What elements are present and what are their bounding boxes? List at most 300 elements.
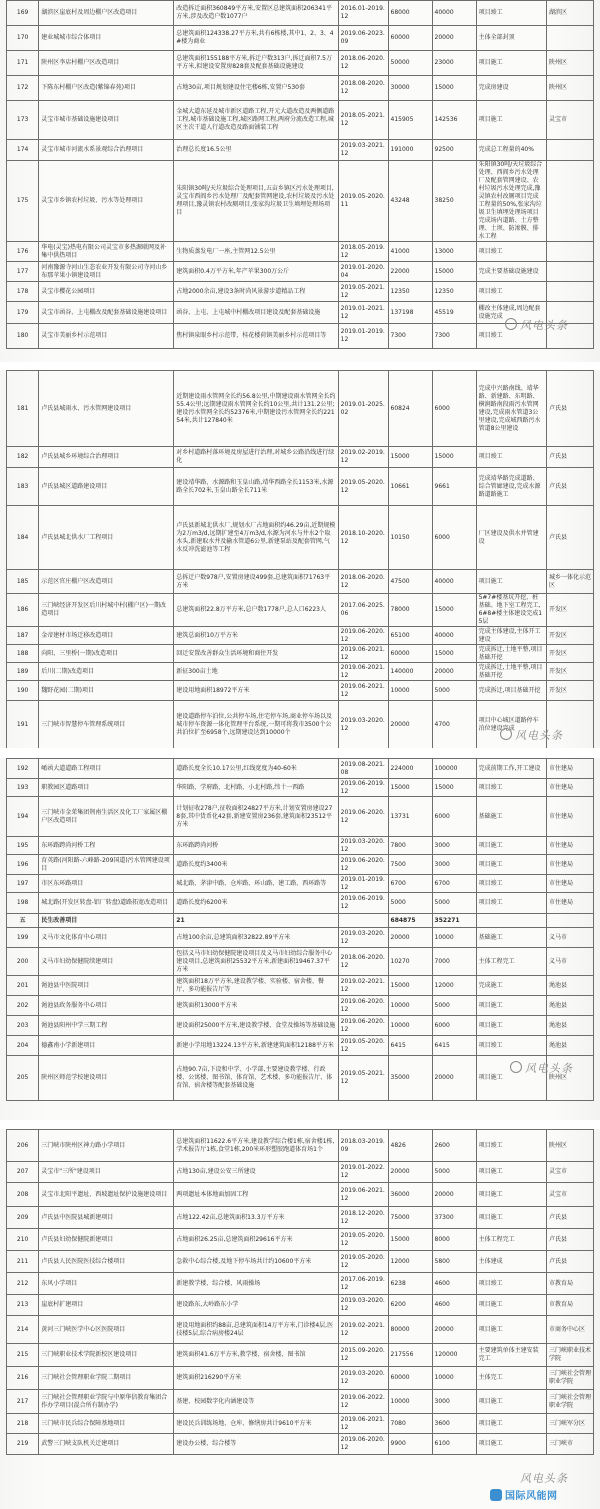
table-row [7,837,594,855]
table-row [7,1207,594,1229]
table-cell: 13731 [388,797,432,837]
table-cell: 卢氏县 [547,1251,594,1273]
table-cell: 684875 [388,914,432,928]
table-cell: 育英路(河阳路-六峰路-209国道)污水管网建设项目 [39,855,174,875]
table-cell: 河南豫源寺河山生态农业开发有限公司寺河山乡布那苹果小镇建设项目 [39,262,174,282]
table-cell: 10150 [388,506,432,570]
table-cell: 主体工程完工 [476,948,546,976]
table-cell: 173 [7,101,39,140]
table-cell: 10270 [388,948,432,976]
table-cell: 2019.05-2020.12 [338,1036,388,1056]
table-cell: 陕州区 [547,76,594,101]
table-cell: 2019.02-2019.12 [338,447,388,468]
table-cell: 60000 [388,645,432,663]
table-row [7,101,594,140]
table-row [7,855,594,875]
table-cell: 30000 [388,76,432,101]
table-cell: 2019.06-2019.12 [338,893,388,914]
table-cell: 渑池县政务服务中心项目 [39,996,174,1016]
table-cell: 完成拆迁,项目基础开挖 [476,681,546,701]
table-cell: 2019.06-2020.12 [338,855,388,875]
table-cell: 三门峡社会管理职业学院 [547,1367,594,1390]
table-cell: 186 [7,594,39,627]
watermark-text: 风电头条 [525,1062,573,1075]
table-cell: 2019.06-2020.12 [338,1016,388,1036]
table-cell: 2018.06-2020.12 [338,948,388,976]
table-cell: 2019.02-2021.12 [338,976,388,996]
table-cell: 6700 [388,875,432,893]
table-cell: 75000 [388,1207,432,1229]
watermark-icon [505,318,517,330]
table-cell [476,914,546,928]
table-cell: 项目施工 [476,1183,546,1207]
page-gap [0,362,600,370]
table-cell: 15000 [432,779,476,797]
table-cell: 190 [7,681,39,701]
table-cell: 基础施工 [476,928,546,948]
table-cell: 10000 [388,1016,432,1036]
table-cell: 三门峡市陕州区神力路小学项目 [39,1130,174,1162]
table-cell: 三门峡职业技术学院 [547,1344,594,1367]
table-cell: 6415 [388,1036,432,1056]
table-cell: 4600 [432,1273,476,1295]
table-cell: 198 [7,893,39,914]
table-cell: 灵宝市函谷、上屯棚改及配套基础设施建设项目 [39,302,174,324]
table-cell: 市住建局 [547,759,594,779]
table-cell: 项目竣工 [476,1036,546,1056]
table-cell: 项目竣工 [476,1130,546,1162]
table-cell: 10000 [388,1390,432,1414]
table-cell: 214 [7,1316,39,1344]
watermark [510,1060,573,1076]
table-cell: 215 [7,1344,39,1367]
watermark-text: 风电头条 [520,1472,568,1485]
table-row [7,759,594,779]
table-cell: 项目施工 [476,1390,546,1414]
table-cell: 2019.03-2021.12 [338,140,388,161]
table-cell: 占地2000余亩,建设3条时尚风景游步道精品工程 [174,282,338,302]
table-cell: 5#7#楼基坑开挖、桩基础、地下室工程完工,6#8#楼主体建设完成15层 [476,594,546,627]
table-cell: 7500 [388,855,432,875]
table-cell: 171 [7,51,39,76]
table-cell: 2017.06-2025.06 [338,594,388,627]
site-logo [490,1487,558,1502]
table-cell [547,282,594,302]
table-cell: 2019.06-2023.09 [338,26,388,51]
table-cell: 137198 [388,302,432,324]
table-cell: 开发区 [547,663,594,681]
table-cell: 生物质蒸发电厂一座,主管网12.5公里 [174,242,338,262]
table-cell: 建设靖华路、水源路和玉皇山路,靖华西路全长1153米,水源路全长702米,玉皇山路全长711米 [174,468,338,506]
table-cell: 15000 [388,976,432,996]
table-cell: 194 [7,797,39,837]
table-cell: 191 [7,701,39,749]
table-cell: 东环路跨尚河桥工程 [39,837,174,855]
table-cell: 2019.06-2021.12 [338,1183,388,1207]
table-cell: 6415 [432,1036,476,1056]
table-cell: 6200 [388,1295,432,1316]
table-cell: 朱阳镇30吨/天垃圾综合处理项目,五亩乡镇区污水处理项目,灵宝市西阎乡污水处理厂及配套管网建设,农村垃圾及污水处理项目,豫灵镇农村改厕项目,张家沟垃圾卫生填埋处理场项目 [174,161,338,242]
table-cell: 5000 [432,893,476,914]
table-cell: 主体全部封顶 [476,26,546,51]
table-cell: 建设用地面积18972平方米 [174,681,338,701]
table-cell: 181 [7,371,39,447]
table-cell: 36000 [388,1183,432,1207]
table-row [7,242,594,262]
table-cell: 6100 [432,1434,476,1455]
table-cell: 完成靖华路完成道路、综合管廊建设,完成水源路道路施工 [476,468,546,506]
table-cell: 渑池县中医院项目 [39,976,174,996]
table-cell: 203 [7,1016,39,1036]
table-row [7,875,594,893]
table-cell: 3000 [432,855,476,875]
table-cell: 185 [7,570,39,594]
table-cell: 黄河三门峡医学中心区医院项目 [39,1316,174,1344]
table-cell: 60824 [388,371,432,447]
table-cell: 8000 [432,1229,476,1251]
table-cell: 15000 [432,645,476,663]
table-cell: 市教育局 [547,1273,594,1295]
table-row [7,996,594,1016]
table-cell: 职教园区道路项目 [39,779,174,797]
table-cell: 20000 [432,663,476,681]
page-gap [0,748,600,758]
table-cell: 市住建局 [547,893,594,914]
table-cell: 2019.05-2021.12 [338,282,388,302]
table-cell [547,242,594,262]
table-row [7,570,594,594]
table-cell: 市区东环路项目 [39,875,174,893]
table-cell: 172 [7,76,39,101]
table-cell: 东环路跨尚河桥 [174,837,338,855]
table-cell: 基建、校园数字化内涵建设等 [174,1390,338,1414]
table-cell: 主要建筑单体主建安装完工 [476,1344,546,1367]
table-cell: 项目施工 [476,996,546,1016]
table-cell: 10661 [388,468,432,506]
table-cell: 建设民兵训练场地、仓库、修缮房共计9610平方米 [174,1414,338,1434]
table-cell: 179 [7,302,39,324]
table-row [7,76,594,101]
table-cell: 卢氏县城乡环境综合治理项目 [39,447,174,468]
table-cell: 建筑面积41.6万平方米,教学楼、宿舍楼、图书馆 [174,1344,338,1367]
table-cell: 回迁安置改善群众生活环境和商住开发 [174,645,338,663]
table-cell: 项目施工 [476,570,546,594]
table-row [7,1162,594,1183]
table-cell: 项目施工 [476,1316,546,1344]
table-cell: 建业城城市综合体项目 [39,26,174,51]
table-cell: 22000 [388,262,432,282]
table-cell: 4826 [388,1130,432,1162]
table-cell: 6238 [388,1273,432,1295]
table-cell: 棚改主体建成,周边配套设施完成 [476,302,546,324]
table-cell: 5000 [432,681,476,701]
table-cell: 200 [7,948,39,976]
table-cell: 灵宝市 [547,1162,594,1183]
table-cell: 陕州区 [547,51,594,76]
table-cell: 建设用地面积约88亩,总建筑面积14万平方米,门诊楼4层,医技楼5层,综合病房楼24层 [174,1316,338,1344]
table-row [7,976,594,996]
table-cell: 219 [7,1434,39,1455]
table-cell: 193 [7,779,39,797]
table-cell: 180 [7,324,39,349]
table-cell: 卢氏县中医院县城新建项目 [39,1207,174,1229]
table-cell: 6000 [432,371,476,447]
table-row [7,1056,594,1101]
table-cell: 三门峡市民兵综合保障基地项目 [39,1414,174,1434]
table-cell: 项目竣工 [476,242,546,262]
table-cell: 急救中心综合楼,及地下停车场共计约10600平方米 [174,1251,338,1273]
table-cell: 202 [7,996,39,1016]
table-cell: 2019.03-2020.12 [338,837,388,855]
table-row [7,1273,594,1295]
table-cell: 项目施工 [476,837,546,855]
table-cell: 191000 [388,140,432,161]
table-cell: 渑池县阳州中学三期工程 [39,1016,174,1036]
table-cell: 三门峡市智慧停车管理系统项目 [39,701,174,749]
table-body [7,1,594,349]
table-cell: 2019.05-2021.12 [338,1056,388,1101]
table-cell: 23000 [432,51,476,76]
table-cell: 项目竣工 [476,875,546,893]
table-cell: 12000 [432,976,476,996]
project-table [6,1129,594,1455]
table-cell: 占地面积26.25亩,总建筑面积29616平方米 [174,1229,338,1251]
table-cell: 210 [7,1229,39,1251]
table-cell: 华阳路、学府路、北村路、小北村路,纬十一西路 [174,779,338,797]
table-cell: 治理总长度16.5公里 [174,140,338,161]
table-cell: 12350 [432,282,476,302]
table-cell: 2019.05-2020.12 [338,468,388,506]
table-cell [547,161,594,242]
table-cell: 卢氏县 [547,447,594,468]
table-row [7,161,594,242]
table-cell: 2018.06-2020.12 [338,570,388,594]
table-cell: 市住建局 [547,855,594,875]
table-cell: 3000 [432,1390,476,1414]
table-cell [338,914,388,928]
table-cell: 建设道路停车泊位,公共停车场,住宅停车场,商业停车场以及城市停车资源一体化管理平台系统,一期可将我市3500个公共泊位扩至6958个,远期建设达到10000个 [174,701,338,749]
table-cell: 197 [7,875,39,893]
table-cell: 市住建局 [547,837,594,855]
table-row [7,51,594,76]
table-cell: 新建小学用地13224.13平方米,新建建筑面积12188平方米 [174,1036,338,1056]
table-row [7,1295,594,1316]
table-cell: 完成中兴路南线、靖华路、新建路、东明路、横涧路南段雨污水管网建设,完成雨水管道3公里建设,完成城西路污水管道8公里建设 [476,371,546,447]
table-row [7,681,594,701]
table-cell: 47500 [388,570,432,594]
table-cell: 卢氏县 [547,1207,594,1229]
table-cell: 建设办公楼、综合楼等 [174,1434,338,1455]
table-cell: 项目施工 [476,1295,546,1316]
logo-icon [490,1489,502,1501]
table-row [7,797,594,837]
table-cell: 213 [7,1295,39,1316]
table-cell: 2019.01-2021.12 [338,302,388,324]
table-cell: 三门峡社会管理职业学院 [547,1390,594,1414]
table-cell: 5000 [388,893,432,914]
table-cell: 主体工程完工 [476,1229,546,1251]
table-cell: 13000 [432,242,476,262]
table-cell: 188 [7,645,39,663]
watermark [520,1470,568,1486]
table-row [7,140,594,161]
table-cell: 2018.05-2019.12 [338,242,388,262]
table-cell: 2019.05-2020.12 [338,1251,388,1273]
table-cell: 渑池县 [547,996,594,1016]
table-cell: 示范区官庄棚户区改造项目 [39,570,174,594]
table-cell: 12350 [388,282,432,302]
table-cell: 陕州区 [547,1056,594,1101]
table-cell: 6700 [432,875,476,893]
table-cell: 2019.03-2020.12 [338,1367,388,1390]
table-cell: 项目施工 [476,1434,546,1455]
table-cell: 2018.06-2020.12 [338,51,388,76]
table-cell [547,262,594,282]
table-cell: 卢氏县城区道路建设项目 [39,468,174,506]
table-cell: 183 [7,468,39,506]
table-cell: 占地90.7亩,下设和中学、小学部,主要建设教学楼、行政楼、公寓楼、图书馆、体育馆、艺术楼、多功能报告厅、体育馆、宿舍楼等配套基础设施 [174,1056,338,1101]
table-cell: 68000 [388,1,432,26]
table-cell: 174 [7,140,39,161]
table-cell: 灵宝市美丽乡村示范项目 [39,324,174,349]
table-cell: 对乡村道路村落环境及房屋进行治理,对城乡公路沿线进行绿化 [174,447,338,468]
table-cell: 后川(二期)改造项目 [39,663,174,681]
table-cell: 217556 [388,1344,432,1367]
table-cell: 占地130亩,建设公安三所建设 [174,1162,338,1183]
table-cell: 38250 [432,161,476,242]
table-cell: 卢氏县城北供水厂工程项目 [39,506,174,570]
table-cell: 2019.06-2021.12 [338,645,388,663]
table-cell: 40000 [432,1,476,26]
table-cell: 卢氏县 [547,371,594,447]
table-cell: 2019.01-2020.04 [338,262,388,282]
table-row [7,282,594,302]
table-cell: 2019.01-2022.12 [338,1162,388,1183]
table-cell: 卢氏县妇幼保健院新建项目 [39,1229,174,1251]
page-gap [0,1120,600,1129]
table-cell: 92500 [432,140,476,161]
table-cell: 主体完工 [476,1367,546,1390]
table-cell: 207 [7,1162,39,1183]
table-cell: 开发区 [547,681,594,701]
table-cell: 142536 [432,101,476,140]
table-cell: 2018.05-2021.12 [338,101,388,140]
table-cell: 三门峡市金茱集团荆南生活区及化工厂家属区棚户区改造项目 [39,797,174,837]
table-cell: 下陈东村棚户区改造(紫锦春苑)项目 [39,76,174,101]
table-cell: 201 [7,976,39,996]
table-cell: 金城大道东延及城市新区道路工程,开元大道改造及两侧道路工程,城市基础设施工程,城区路网工程,两府分流改造工程,城区主次干道人行道改造及路面铺装工程 [174,101,338,140]
table-row [7,663,594,681]
table-cell: 灵宝市北阳平遗址、西坡遗址保护设施建设项目 [39,1183,174,1207]
table-row [7,948,594,976]
table-cell: 义马市妇幼保健院续建项目 [39,948,174,976]
table-cell: 总建筑面积124338.27平方米,共有6栋楼,其中1、2、3、4#楼为商业 [174,26,338,51]
table-cell: 崤函大道道路工程项目 [39,759,174,779]
table-cell: 415905 [388,101,432,140]
table-row [7,914,594,928]
table-cell: 市住建局 [547,875,594,893]
table-cell: 三门峡市 [547,1434,594,1455]
table-cell: 开发区 [547,594,594,627]
table-cell: 5800 [432,1251,476,1273]
table-row [7,1414,594,1434]
table-cell: 向阳、三里桥(一期)改造项目 [39,645,174,663]
table-cell: 三门峡社会管理职业学院二期项目 [39,1367,174,1390]
table-cell: 五 [7,914,39,928]
table-row [7,1390,594,1414]
table-cell: 100000 [432,759,476,779]
watermark [505,317,568,333]
table-cell: 212 [7,1273,39,1295]
project-table [6,370,594,749]
table-cell: 项目竣工 [476,282,546,302]
table-cell: 184 [7,506,39,570]
table-cell: 169 [7,1,39,26]
table-row [7,1251,594,1273]
table-cell: 60000 [388,1367,432,1390]
table-cell: 灵宝市"三所"建设项目 [39,1162,174,1183]
table-cell: 项目施工 [476,1207,546,1229]
table-cell: 完成拆迁,土地平整,项目基础开挖 [476,663,546,681]
table-cell: 45519 [432,302,476,324]
table-cell: 2016.01-2019.12 [338,1,388,26]
table-cell: 灵宝市 [547,1183,594,1207]
table-cell: 项目施工 [476,1056,546,1101]
table-body [7,1130,594,1455]
table-cell: 函谷、上屯、上屯城中村棚改项目建设及配套基础设施 [174,302,338,324]
table-cell: 2019.06-2021.12 [338,1414,388,1434]
table-cell: 项目施工 [476,855,546,875]
table-cell: 渑池县 [547,976,594,996]
table-cell: 新建教学楼、综合楼、风雨操场 [174,1273,338,1295]
table-cell: 2019.08-2021.08 [338,759,388,779]
table-cell: 占地30亩,项目规划建设住宅楼6栋,安置户530套 [174,76,338,101]
table-cell: 灵宝市 [547,101,594,140]
table-cell: 211 [7,1251,39,1273]
table-cell: 4600 [432,1295,476,1316]
table-cell: 41000 [388,242,432,262]
table-cell: 2019.06-2020.12 [338,797,388,837]
table-cell: 2019.05-2020.11 [338,161,388,242]
table-cell: 352271 [432,914,476,928]
table-cell: 20000 [432,1183,476,1207]
table-cell: 2019.01-2019.12 [338,875,388,893]
logo-text: 国际风能网 [505,1491,558,1502]
table-cell: 灵宝市樱花公园项目 [39,282,174,302]
table-cell: 建筑面积216290平方米 [174,1367,338,1390]
table-cell: 2019.06-2020.12 [338,1434,388,1455]
table-cell: 项目竣工 [476,1273,546,1295]
table-cell: 2018.08-2020.12 [338,76,388,101]
table-cell: 项目施工 [476,101,546,140]
table-cell: 占地122.42亩,总建筑面积13.3万平方米 [174,1207,338,1229]
table-cell: 2019.06-2019.12 [338,779,388,797]
table-page-4 [6,1129,594,1455]
table-cell: 建设面积25000平方米,建设教学楼、食堂及操场等基础设施 [174,1016,338,1036]
table-cell: 项目施工 [476,1414,546,1434]
table-cell: 城北路(开发区转盘-铝厂转盘)道路拓宽改造项目 [39,893,174,914]
table-cell: 15000 [432,76,476,101]
table-cell: 2019.02-2021.12 [338,1316,388,1344]
table-cell: 20000 [432,26,476,51]
table-cell: 2019.01-2019.12 [338,324,388,349]
table-cell: 德鑫南小学新建项目 [39,1036,174,1056]
table-row [7,262,594,282]
table-cell: 2018.12-2020.12 [338,1207,388,1229]
table-cell: 78000 [388,594,432,627]
table-cell: 项目中心城区道路停车泊位建设完成 [476,701,546,749]
table-cell: 项目施工 [476,1016,546,1036]
